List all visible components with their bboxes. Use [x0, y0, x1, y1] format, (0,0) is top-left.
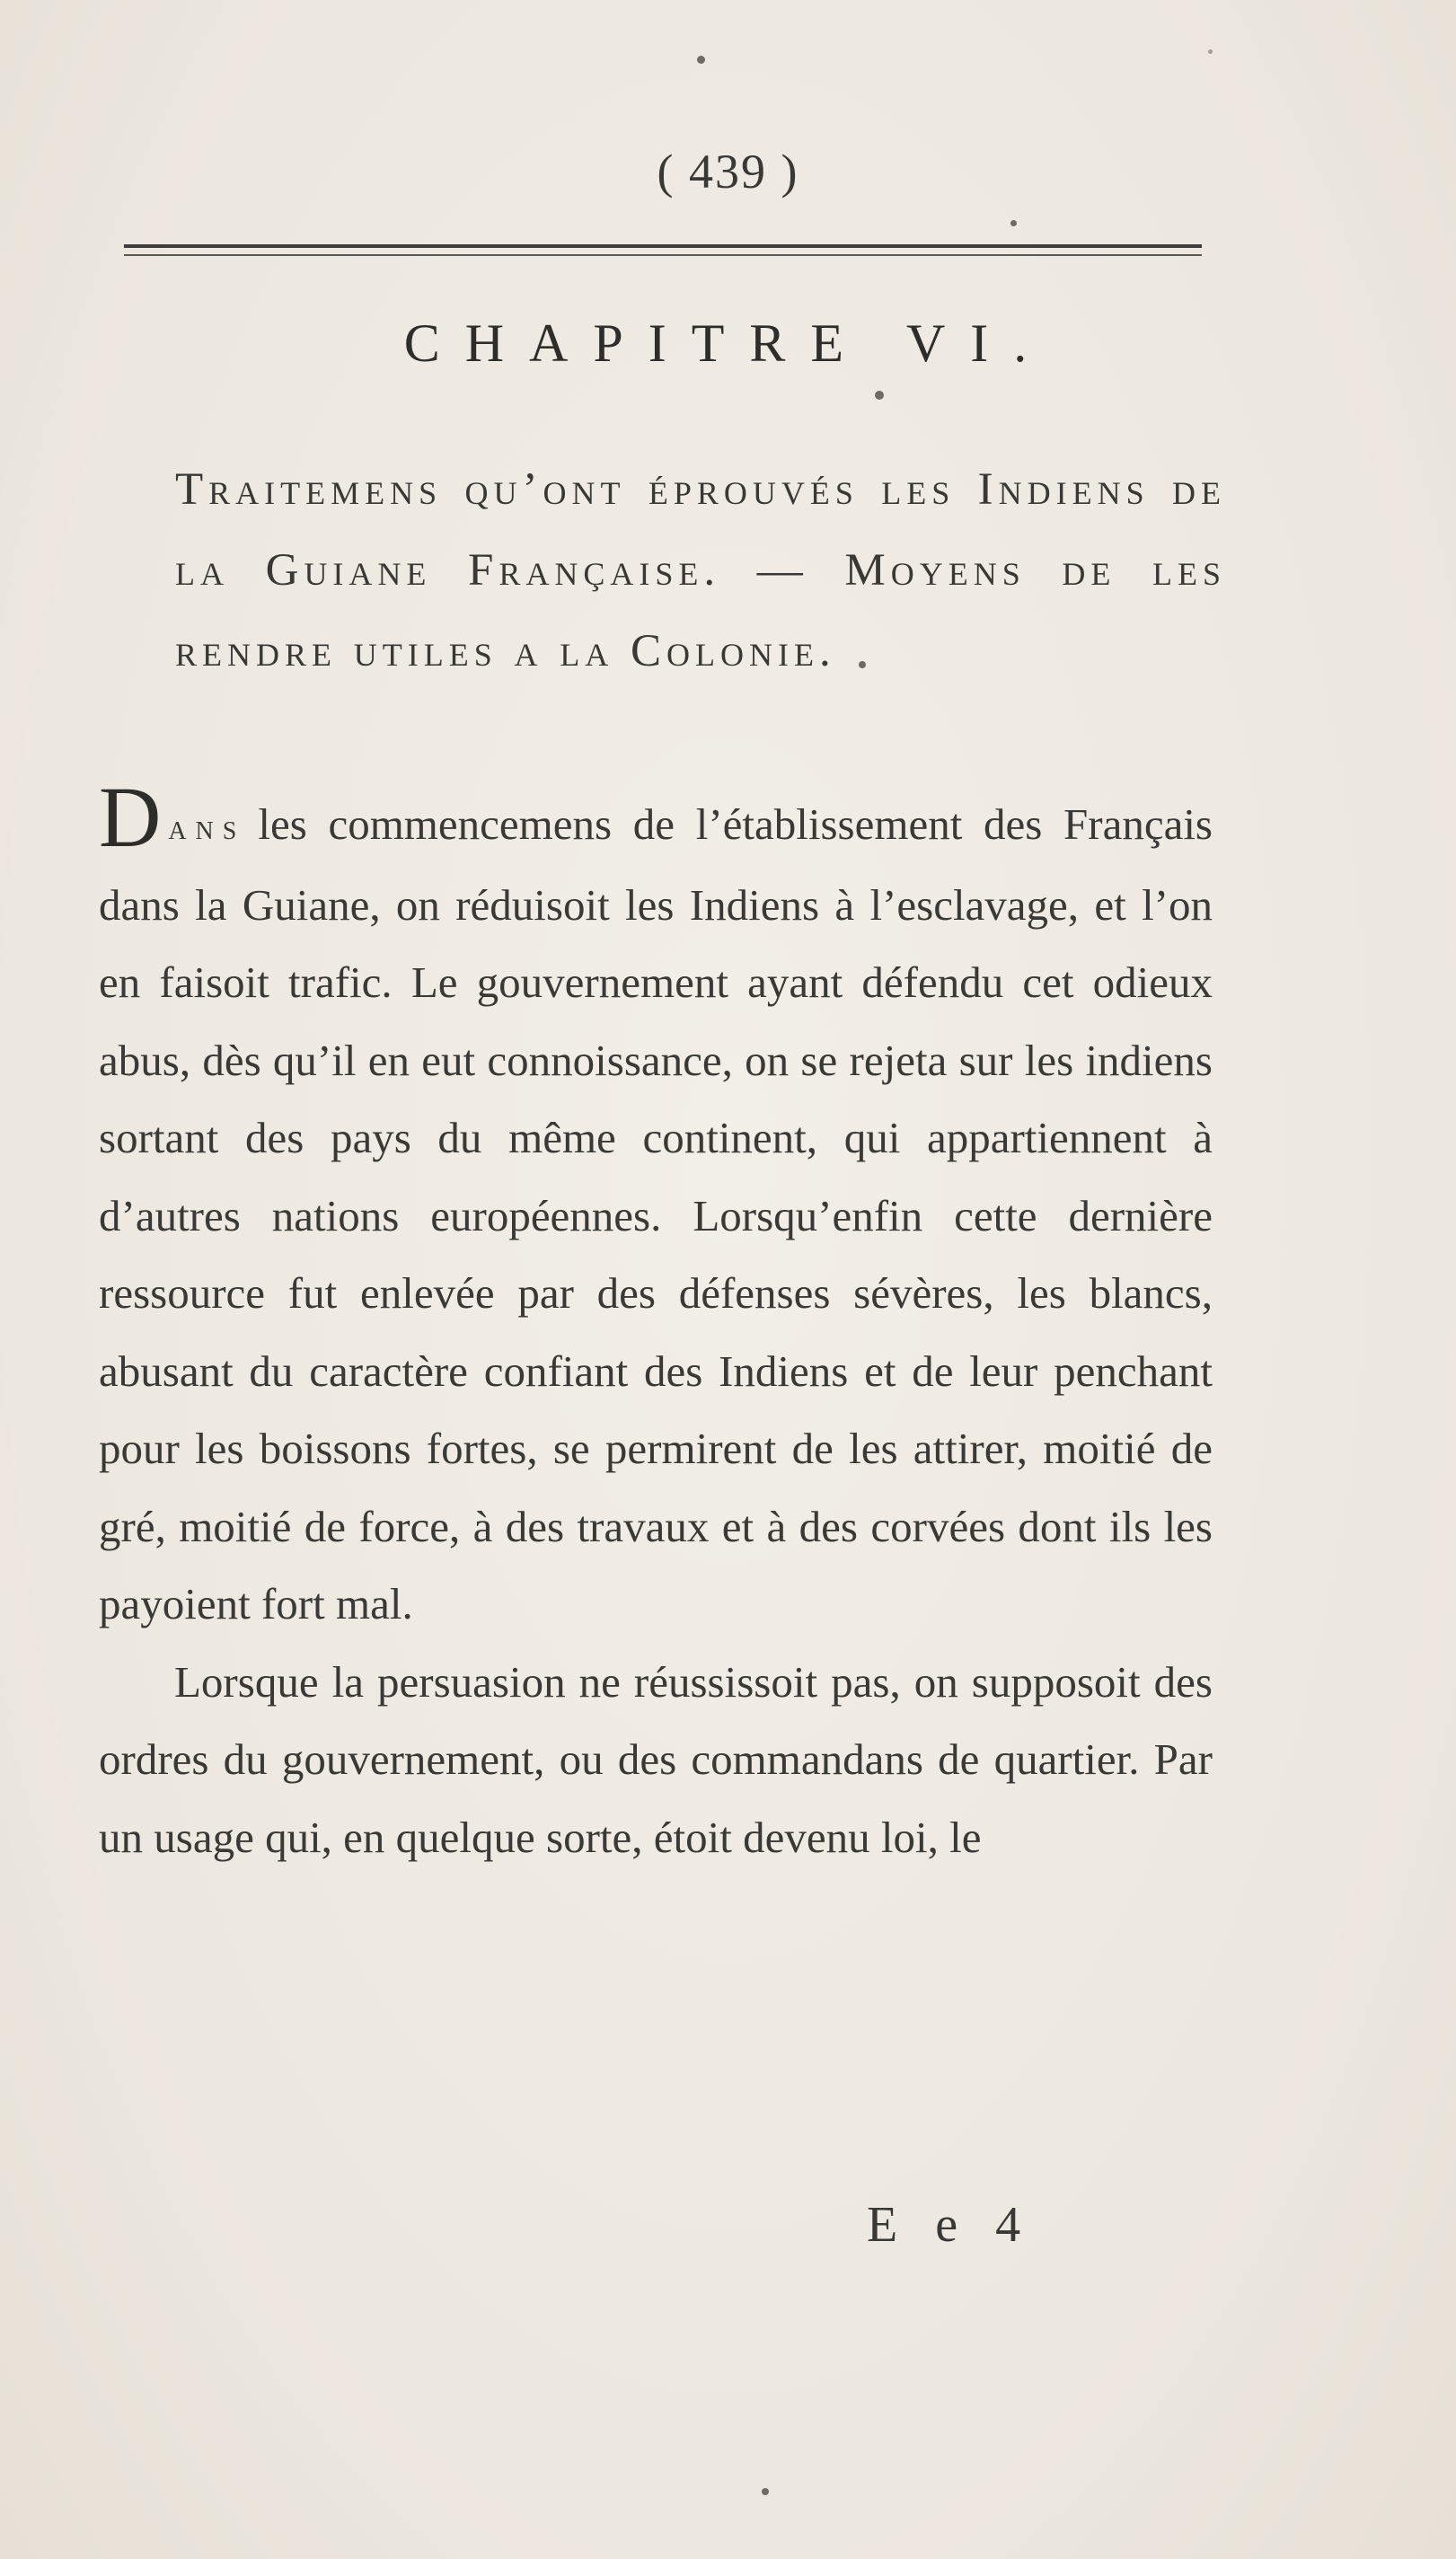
paragraph-1-text: les commencemens de l’établissement des Français dans la Guiane, on réduisoit les Indiens à l’esclavage, et l’on en faisoit trafic. Le gouvernement ayant défendu cet odieux abus, dès qu’il en eut connoissance, on se rejeta sur les indiens sortant des pays du même continent, qui appartiennent à d’autres nations européennes. Lorsqu’enfin cette dernière ressource fut enlevée par des défenses sévères, les blancs, abusant du caractère confiant des Indiens et de leur penchant pour les boissons fortes, se permirent de les attirer, moitié de gré, moitié de force, à des travaux et à des corvées dont ils les payoient fort mal. — [99, 799, 1213, 1628]
drop-cap: D — [99, 769, 163, 865]
chapter-heading: Traitemens qu’ont éprouvés les Indiens de la Guiane Française. — Moyens de les rendre utiles a la Colonie. — [175, 464, 1226, 676]
paper-speck — [875, 391, 884, 400]
chapter-title: CHAPITRE VI. — [403, 313, 1053, 373]
paper-speck — [762, 2488, 769, 2495]
paper-speck — [1208, 49, 1213, 54]
paper-speck — [1010, 220, 1017, 226]
drop-cap-lead: ans — [168, 807, 246, 847]
page-number: ( 439 ) — [657, 145, 799, 199]
body-text — [99, 769, 1213, 1876]
paragraph-2: Lorsque la persuasion ne réussissoit pas, on supposoit des ordres du gouvernement, ou des commandans de quartier. Par un usage qui, en quelque sorte, étoit devenu loi, le — [99, 1656, 1213, 1862]
header-rule-thin — [124, 254, 1202, 256]
signature-mark: E e 4 — [867, 2197, 1034, 2253]
header-rule — [124, 244, 1202, 248]
paragraph-1 — [99, 769, 1213, 1644]
paper-speck — [859, 661, 866, 668]
paper-speck — [697, 56, 705, 64]
